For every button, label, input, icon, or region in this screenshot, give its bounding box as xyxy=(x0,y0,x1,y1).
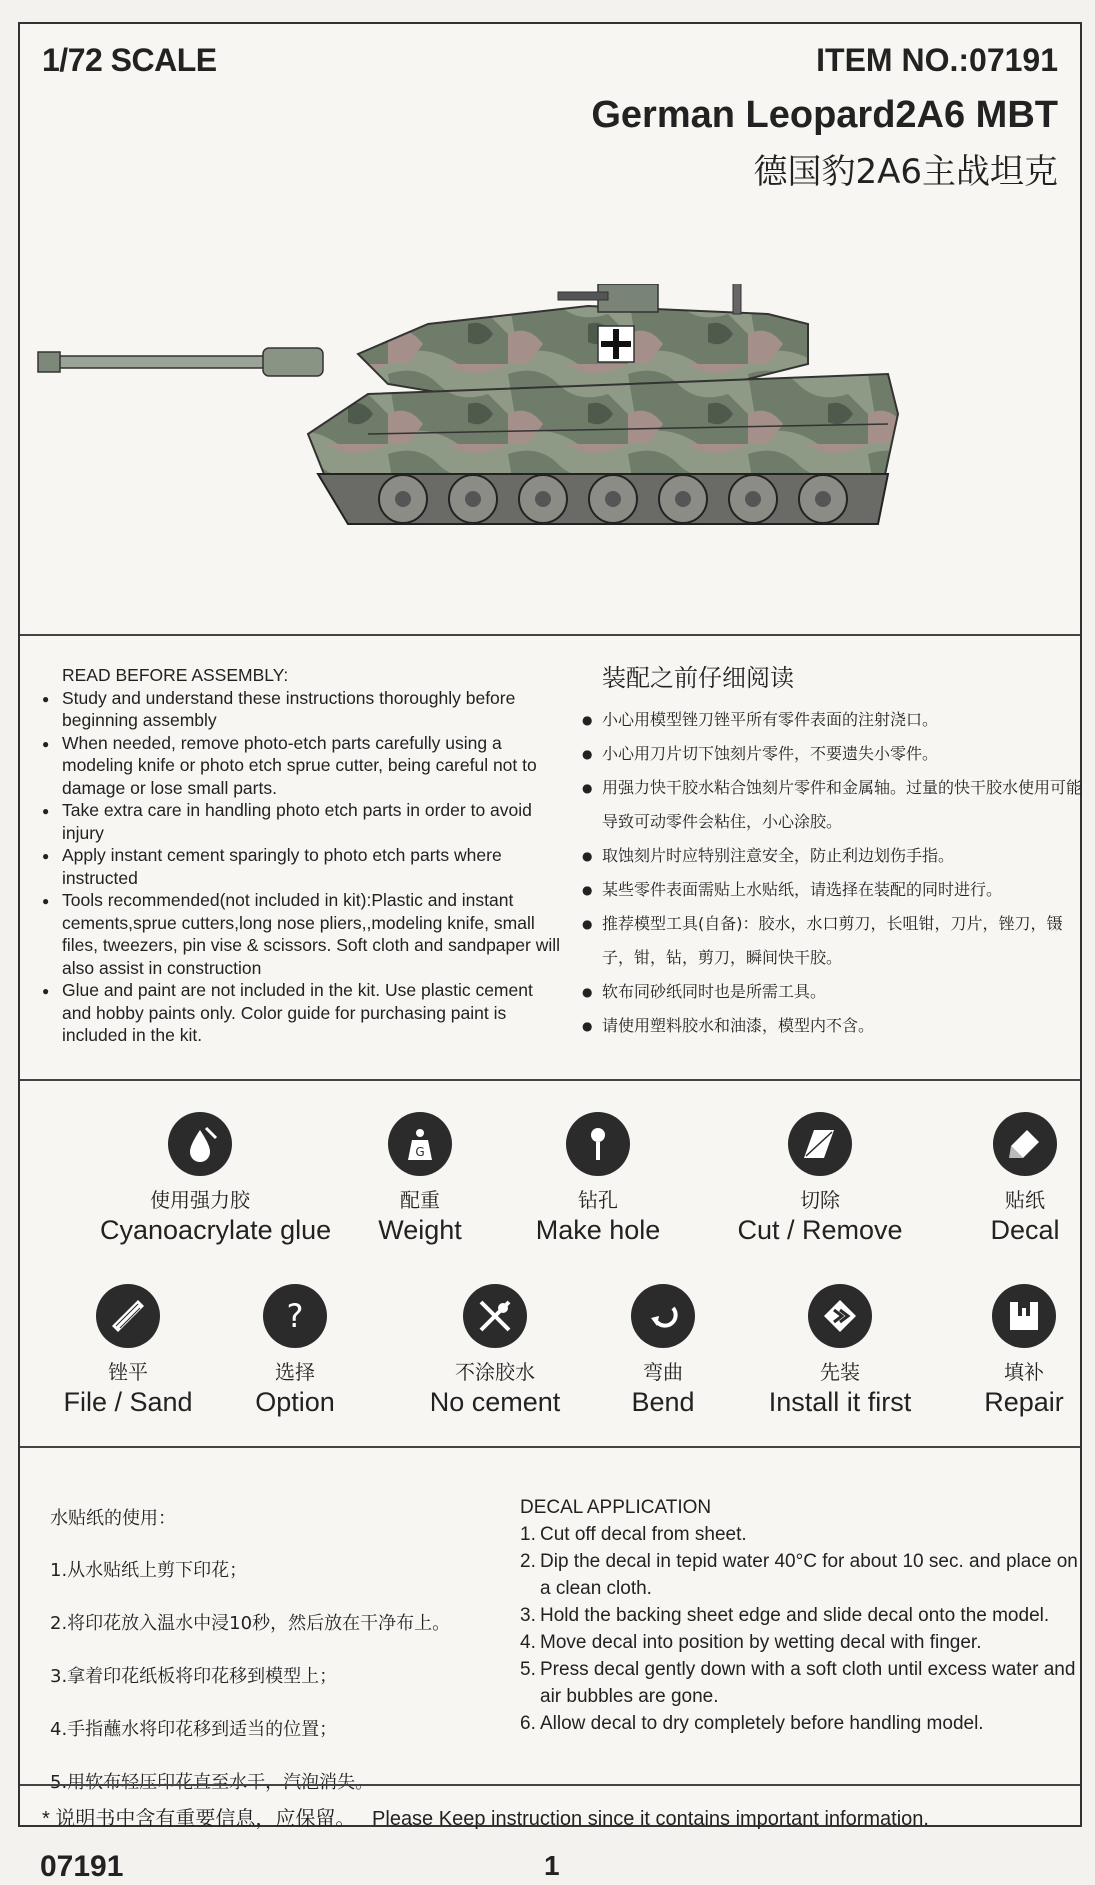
list-item: 3. Hold the backing sheet edge and slide decal onto the model. xyxy=(520,1605,1050,1626)
keep-instruction-note: * 说明书中含有重要信息，应保留。 Please Keep instruction since it contains important information. xyxy=(42,1806,929,1830)
list-item: ● 请使用塑料胶水和油漆，模型内不含。 xyxy=(580,1009,1090,1043)
legend-cut: 切除 Cut / Remove xyxy=(720,1112,920,1246)
divider xyxy=(20,1784,1080,1786)
svg-text:G: G xyxy=(415,1145,425,1159)
list-item: 5. Press decal gently down with a soft cloth until excess water and air bubbles are gone. xyxy=(520,1659,1076,1707)
list-item: ● 取蚀刻片时应特别注意安全，防止利边划伤手指。 xyxy=(580,839,1090,873)
list-item: 6. Allow decal to dry completely before handling model. xyxy=(520,1713,984,1734)
instruction-sheet xyxy=(18,22,1083,1830)
list-item: 2. Dip the decal in tepid water 40°C for about 10 sec. and place on a clean cloth. xyxy=(520,1551,1078,1599)
glue-drop-icon xyxy=(168,1112,232,1176)
legend-drill: 钻孔 Make hole xyxy=(498,1112,698,1246)
legend-repair: 填补 Repair xyxy=(924,1284,1095,1418)
read-before-assembly-en xyxy=(40,664,560,1047)
list-item: ● Glue and paint are not included in the kit. Use plastic cement and hobby paints only. Color guide for purchasing paint is included in the kit. xyxy=(40,979,560,1047)
drill-icon xyxy=(566,1112,630,1176)
list-item: ● When needed, remove photo-etch parts carefully using a modeling knife or photo etch sprue cutter, being careful not to damage or lose small parts. xyxy=(40,732,560,800)
legend-decal: 贴纸 Decal xyxy=(925,1112,1095,1246)
list-item: ● Apply instant cement sparingly to photo etch parts where instructed xyxy=(40,844,560,889)
file-icon xyxy=(96,1284,160,1348)
divider xyxy=(20,1079,1080,1081)
list-item: ● 软布同砂纸同时也是所需工具。 xyxy=(580,975,1090,1009)
decal-heading-cn: 水贴纸的使用： xyxy=(50,1508,176,1529)
legend-bend: 弯曲 Bend xyxy=(563,1284,763,1418)
list-item: ● Tools recommended(not included in kit):Plastic and instant cements,sprue cutters,long nose pliers,,modeling knife, small files, tweezers, pin vise & scissors. Soft cloth and sandpaper will also assist in construction xyxy=(40,889,560,979)
read-heading-cn: 装配之前仔细阅读 xyxy=(602,664,794,692)
read-heading-en: READ BEFORE ASSEMBLY: xyxy=(62,665,289,685)
question-icon xyxy=(263,1284,327,1348)
list-item: ● 小心用刀片切下蚀刻片零件，不要遗失小零件。 xyxy=(580,737,1090,771)
tank-illustration xyxy=(28,284,1078,614)
legend-file: 锉平 File / Sand xyxy=(28,1284,228,1418)
legend-no-cement: 不涂胶水 No cement xyxy=(395,1284,595,1418)
repair-icon xyxy=(992,1284,1056,1348)
list-item: ● Study and understand these instructions thoroughly before beginning assembly xyxy=(40,687,560,732)
list-item: 1. Cut off decal from sheet. xyxy=(520,1524,747,1545)
model-title-cn: 德国豹2A6主战坦克 xyxy=(753,152,1058,192)
page-number: 1 xyxy=(544,1850,560,1881)
decal-heading-en: DECAL APPLICATION xyxy=(520,1497,712,1518)
list-item: ● 小心用模型锉刀锉平所有零件表面的注射浇口。 xyxy=(580,703,1090,737)
model-title-en: German Leopard2A6 MBT xyxy=(591,94,1058,136)
list-item: ● 某些零件表面需贴上水贴纸，请选择在装配的同时进行。 xyxy=(580,873,1090,907)
list-item: ● 推荐模型工具(自备)：胶水，水口剪刀，长咀钳，刀片，锉刀，镊子，钳，钻，剪刀，瞬间快干胶。 xyxy=(580,907,1090,975)
list-item: 4.手指蘸水将印花移到适当的位置； xyxy=(50,1719,338,1740)
divider xyxy=(20,634,1080,636)
legend-option: ? 选择 Option xyxy=(195,1284,395,1418)
scale-label: 1/72 SCALE xyxy=(42,42,217,78)
divider xyxy=(20,1446,1080,1448)
list-item: ● 用强力快干胶水粘合蚀刻片零件和金属轴。过量的快干胶水使用可能导致可动零件会粘住，小心涂胶。 xyxy=(580,771,1090,839)
bend-icon xyxy=(631,1284,695,1348)
decal-application-en xyxy=(520,1494,1080,1737)
legend-glue: 使用强力胶 Cyanoacrylate glue xyxy=(100,1112,300,1246)
svg-text:?: ? xyxy=(286,1297,304,1335)
list-item: 5.用软布轻压印花直至水干，汽泡消失。 xyxy=(50,1772,374,1793)
legend-weight: G 配重 Weight xyxy=(320,1112,520,1246)
install-first-icon xyxy=(808,1284,872,1348)
list-item: 3.拿着印花纸板将印花移到模型上； xyxy=(50,1666,338,1687)
read-before-assembly-cn xyxy=(580,658,1090,1043)
list-item: 4. Move decal into position by wetting decal with finger. xyxy=(520,1632,982,1653)
decal-application-cn xyxy=(50,1504,450,1821)
legend-install-first: 先装 Install it first xyxy=(740,1284,940,1418)
list-item: 1.从水贴纸上剪下印花； xyxy=(50,1560,248,1581)
no-cement-icon xyxy=(463,1284,527,1348)
item-number: ITEM NO.:07191 xyxy=(816,42,1058,78)
list-item: 2.将印花放入温水中浸10秒，然后放在干净布上。 xyxy=(50,1613,451,1634)
item-code: 07191 xyxy=(40,1850,124,1883)
list-item: ● Take extra care in handling photo etch parts in order to avoid injury xyxy=(40,799,560,844)
leopard-tank-drawing xyxy=(28,284,1078,614)
knife-icon xyxy=(788,1112,852,1176)
weight-icon xyxy=(388,1112,452,1176)
decal-icon xyxy=(993,1112,1057,1176)
